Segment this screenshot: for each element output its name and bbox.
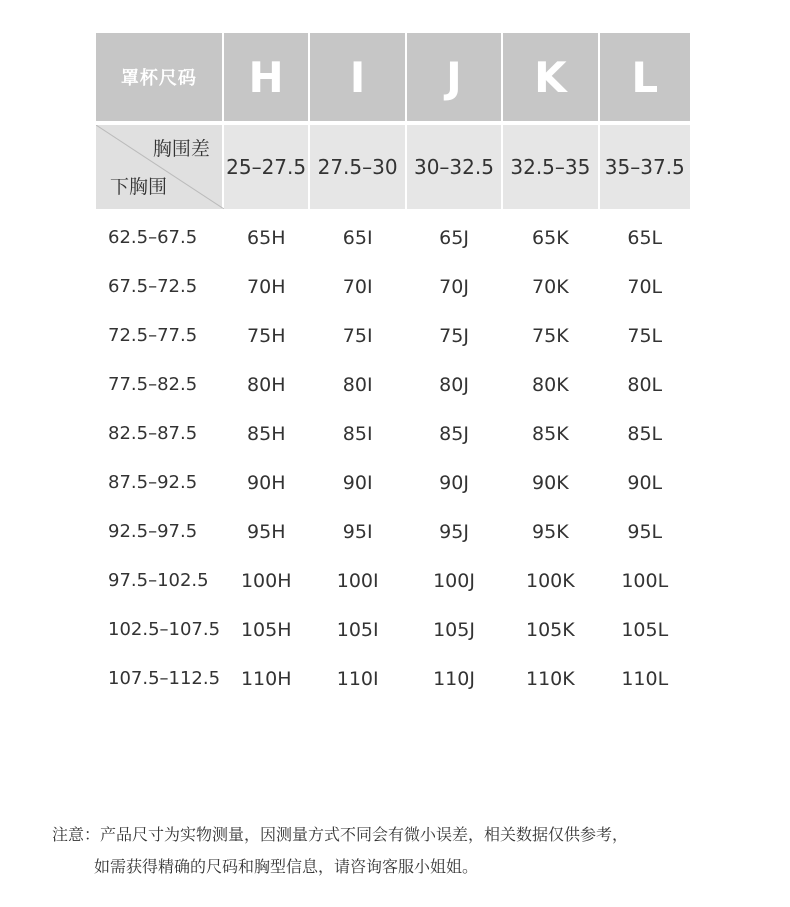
size-cell: 105H [240,618,292,641]
note-line-2: 如需获得精确的尺码和胸型信息，请咨询客服小姐姐。 [94,857,479,876]
bust-difference-cell: 27.5–30 [310,125,404,209]
size-cell: 75K [532,324,569,347]
underbust-cell: 87.5–92.5 [108,472,198,493]
size-chart-table [96,33,690,711]
cup-header-cell [600,33,690,121]
size-cell: 95L [627,520,663,543]
size-cell: 70H [247,275,286,298]
underbust-cell: 82.5–87.5 [108,423,198,444]
table-row [96,507,690,556]
cup-header-cell [310,33,404,121]
cup-letter: I [349,52,366,102]
size-cell: 65H [247,226,286,249]
size-cell: 105I [336,618,379,641]
cup-header-cell [224,33,309,121]
cup-header-row [96,33,690,121]
cup-header-cell [407,33,501,121]
cup-letter: L [631,52,659,102]
underbust-cell: 77.5–82.5 [108,374,198,395]
table-row [96,409,690,458]
bust-difference-cell: 32.5–35 [503,125,597,209]
table-bottom-padding [96,703,690,711]
size-cell: 95J [439,520,469,543]
cup-letter: H [248,52,284,102]
size-cell: 100H [240,569,292,592]
size-cell: 100K [526,569,575,592]
size-cell: 110I [336,667,379,690]
size-cell: 90L [627,471,663,494]
underbust-cell: 67.5–72.5 [108,276,198,297]
size-cell: 75I [342,324,373,347]
size-cell: 75H [247,324,286,347]
table-row [96,605,690,654]
table-row [96,458,690,507]
diagonal-header-cell [96,125,222,209]
underbust-cell: 107.5–112.5 [108,668,221,689]
size-cell: 110K [526,667,575,690]
bust-difference-row [96,125,690,209]
size-cell: 65L [627,226,663,249]
size-cell: 70L [627,275,663,298]
size-cell: 75J [439,324,469,347]
size-cell: 110H [240,667,292,690]
table-row [96,556,690,605]
size-cell: 95K [532,520,569,543]
size-cell: 75L [627,324,663,347]
size-cell: 70J [439,275,469,298]
cup-size-label: 罩杯尺码 [120,68,197,89]
size-cell: 110J [433,667,475,690]
size-cell: 80H [247,373,286,396]
underbust-cell: 92.5–97.5 [108,521,198,542]
size-cell: 85I [342,422,373,445]
cup-letter: K [534,52,567,102]
size-cell: 65K [532,226,569,249]
bust-difference-cell: 35–37.5 [600,125,690,209]
size-cell: 100I [336,569,379,592]
bust-difference-label: 胸围差 [152,138,210,160]
underbust-cell: 97.5–102.5 [108,570,209,591]
size-cell: 85H [247,422,286,445]
size-cell: 85L [627,422,663,445]
size-cell: 70I [342,275,373,298]
cup-size-header-cell [96,33,222,121]
size-cell: 100J [433,569,475,592]
size-cell: 85K [532,422,569,445]
size-cell: 80I [342,373,373,396]
size-cell: 90I [342,471,373,494]
size-cell: 105K [526,618,575,641]
table-row [96,311,690,360]
size-cell: 90J [439,471,469,494]
underbust-cell: 72.5–77.5 [108,325,198,346]
bust-difference-cell: 25–27.5 [224,125,309,209]
table-row [96,262,690,311]
table-row [96,654,690,703]
table-row [96,213,690,262]
size-cell: 105L [621,618,669,641]
size-cell: 80J [439,373,469,396]
cup-header-cell [503,33,597,121]
size-cell: 85J [439,422,469,445]
size-cell: 90K [532,471,569,494]
note-line-1: 注意：产品尺寸为实物测量，因测量方式不同会有微小误差，相关数据仅供参考， [52,825,629,844]
size-cell: 65J [439,226,469,249]
underbust-label: 下胸围 [110,176,168,198]
size-cell: 110L [621,667,669,690]
size-cell: 105J [433,618,475,641]
size-cell: 70K [532,275,569,298]
bust-difference-cell: 30–32.5 [407,125,501,209]
size-cell: 100L [621,569,669,592]
size-rows [96,213,690,711]
underbust-cell: 62.5–67.5 [108,227,198,248]
underbust-cell: 102.5–107.5 [108,619,221,640]
cup-letter: J [446,52,462,102]
table-row [96,360,690,409]
size-cell: 65I [342,226,373,249]
size-cell: 90H [247,471,286,494]
size-cell: 80L [627,373,663,396]
size-cell: 95I [342,520,373,543]
size-cell: 80K [532,373,569,396]
size-table-body [96,213,690,711]
size-cell: 95H [247,520,286,543]
